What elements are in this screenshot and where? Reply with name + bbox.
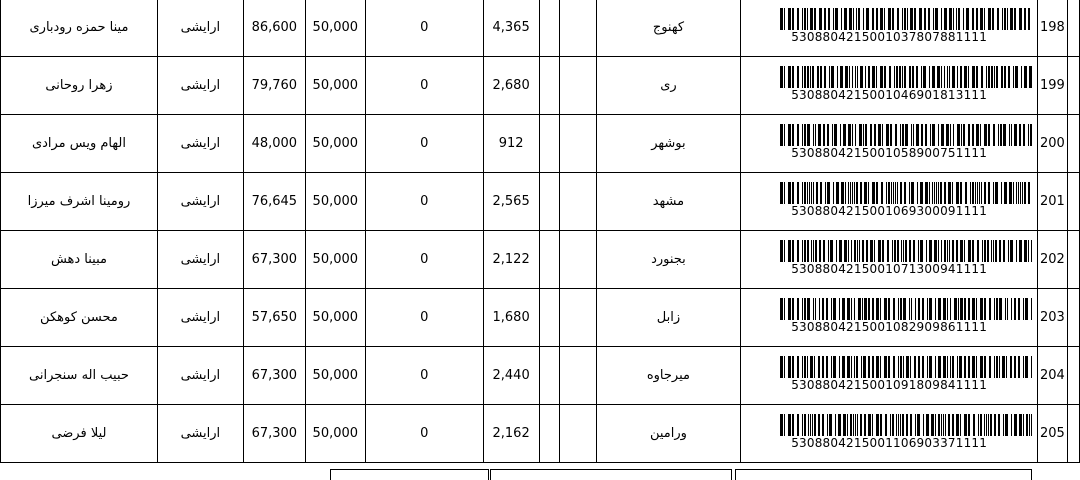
barcode-number: 5308804215001091809841111 — [791, 378, 988, 392]
barcode-cell — [741, 289, 1038, 347]
amount-cell: 57,650 — [243, 289, 305, 347]
table-row — [1, 173, 1080, 231]
value-cell: 2,565 — [483, 173, 539, 231]
barcode-image — [780, 298, 1032, 320]
empty-cell — [539, 173, 559, 231]
city-cell: مشهد — [596, 173, 741, 231]
empty-cell — [559, 57, 596, 115]
row-number-cell: 203 — [1037, 289, 1067, 347]
city-cell: بوشهر — [596, 115, 741, 173]
category-cell: ارایشی — [157, 231, 243, 289]
barcode-number: 5308804215001069300091111 — [791, 204, 988, 218]
value-cell: 4,365 — [483, 0, 539, 57]
city-cell: ری — [596, 57, 741, 115]
footer-cell — [735, 469, 1032, 480]
value-cell: 2,440 — [483, 347, 539, 405]
table-row — [1, 231, 1080, 289]
zero-cell: 0 — [365, 405, 483, 463]
amount-cell: 67,300 — [243, 231, 305, 289]
empty-cell — [539, 347, 559, 405]
barcode-image — [780, 414, 1032, 436]
row-number-cell: 201 — [1037, 173, 1067, 231]
row-number-cell: 204 — [1037, 347, 1067, 405]
empty-cell — [1067, 347, 1079, 405]
value-cell: 2,162 — [483, 405, 539, 463]
amount-cell: 76,645 — [243, 173, 305, 231]
city-cell: میرجاوه — [596, 347, 741, 405]
zero-cell: 0 — [365, 231, 483, 289]
empty-cell — [1067, 405, 1079, 463]
base-amount-cell: 50,000 — [305, 289, 365, 347]
category-cell: ارایشی — [157, 57, 243, 115]
barcode-number: 5308804215001037807881111 — [791, 30, 988, 44]
name-cell: لیلا فرضی — [1, 405, 158, 463]
empty-cell — [559, 0, 596, 57]
empty-cell — [539, 289, 559, 347]
base-amount-cell: 50,000 — [305, 347, 365, 405]
table-row — [1, 289, 1080, 347]
empty-cell — [539, 405, 559, 463]
value-cell: 1,680 — [483, 289, 539, 347]
barcode-cell — [741, 405, 1038, 463]
barcode-cell — [741, 57, 1038, 115]
empty-cell — [1067, 231, 1079, 289]
footer-cell — [330, 469, 489, 480]
row-number-cell: 200 — [1037, 115, 1067, 173]
name-cell: مینا حمزه رودباری — [1, 0, 158, 57]
empty-cell — [539, 0, 559, 57]
table-row — [1, 347, 1080, 405]
amount-cell: 48,000 — [243, 115, 305, 173]
barcode-image — [780, 66, 1032, 88]
barcode-number: 5308804215001082909861111 — [791, 320, 988, 334]
barcode-image — [780, 124, 1032, 146]
name-cell: زهرا روحانی — [1, 57, 158, 115]
base-amount-cell: 50,000 — [305, 115, 365, 173]
name-cell: رومینا اشرف میرزا — [1, 173, 158, 231]
empty-cell — [559, 115, 596, 173]
city-cell: کهنوج — [596, 0, 741, 57]
empty-cell — [539, 115, 559, 173]
empty-cell — [559, 173, 596, 231]
value-cell: 2,122 — [483, 231, 539, 289]
amount-cell: 67,300 — [243, 405, 305, 463]
amount-cell: 86,600 — [243, 0, 305, 57]
name-cell: حبیب اله سنجرانی — [1, 347, 158, 405]
barcode-number: 5308804215001106903371111 — [791, 436, 988, 450]
base-amount-cell: 50,000 — [305, 57, 365, 115]
row-number-cell: 202 — [1037, 231, 1067, 289]
footer-cell — [490, 469, 732, 480]
category-cell: ارایشی — [157, 115, 243, 173]
barcode-cell — [741, 115, 1038, 173]
zero-cell: 0 — [365, 115, 483, 173]
base-amount-cell: 50,000 — [305, 173, 365, 231]
city-cell: بجنورد — [596, 231, 741, 289]
zero-cell: 0 — [365, 289, 483, 347]
category-cell: ارایشی — [157, 0, 243, 57]
city-cell: ورامین — [596, 405, 741, 463]
category-cell: ارایشی — [157, 405, 243, 463]
city-cell: زابل — [596, 289, 741, 347]
empty-cell — [539, 231, 559, 289]
empty-cell — [1067, 57, 1079, 115]
amount-cell: 79,760 — [243, 57, 305, 115]
category-cell: ارایشی — [157, 173, 243, 231]
zero-cell: 0 — [365, 0, 483, 57]
empty-cell — [1067, 173, 1079, 231]
empty-cell — [559, 347, 596, 405]
empty-cell — [1067, 115, 1079, 173]
empty-cell — [559, 231, 596, 289]
zero-cell: 0 — [365, 173, 483, 231]
barcode-image — [780, 356, 1032, 378]
barcode-number: 5308804215001058900751111 — [791, 146, 988, 160]
empty-cell — [1067, 0, 1079, 57]
table-row — [1, 0, 1080, 57]
value-cell: 2,680 — [483, 57, 539, 115]
barcode-cell — [741, 347, 1038, 405]
barcode-image — [780, 182, 1032, 204]
base-amount-cell: 50,000 — [305, 0, 365, 57]
barcode-image — [780, 240, 1032, 262]
table-row — [1, 57, 1080, 115]
zero-cell: 0 — [365, 347, 483, 405]
base-amount-cell: 50,000 — [305, 231, 365, 289]
empty-cell — [559, 405, 596, 463]
empty-cell — [1067, 289, 1079, 347]
row-number-cell: 199 — [1037, 57, 1067, 115]
zero-cell: 0 — [365, 57, 483, 115]
base-amount-cell: 50,000 — [305, 405, 365, 463]
empty-cell — [559, 289, 596, 347]
barcode-number: 5308804215001046901813111 — [791, 88, 988, 102]
category-cell: ارایشی — [157, 289, 243, 347]
category-cell: ارایشی — [157, 347, 243, 405]
barcode-cell — [741, 231, 1038, 289]
barcode-cell — [741, 0, 1038, 57]
barcode-cell — [741, 173, 1038, 231]
barcode-number: 5308804215001071300941111 — [791, 262, 988, 276]
row-number-cell: 205 — [1037, 405, 1067, 463]
name-cell: محسن کوهکن — [1, 289, 158, 347]
name-cell: الهام ویس مرادی — [1, 115, 158, 173]
value-cell: 912 — [483, 115, 539, 173]
row-number-cell: 198 — [1037, 0, 1067, 57]
table-row — [1, 115, 1080, 173]
table-row — [1, 405, 1080, 463]
amount-cell: 67,300 — [243, 347, 305, 405]
name-cell: مبینا دهش — [1, 231, 158, 289]
barcode-image — [780, 8, 1032, 30]
empty-cell — [539, 57, 559, 115]
